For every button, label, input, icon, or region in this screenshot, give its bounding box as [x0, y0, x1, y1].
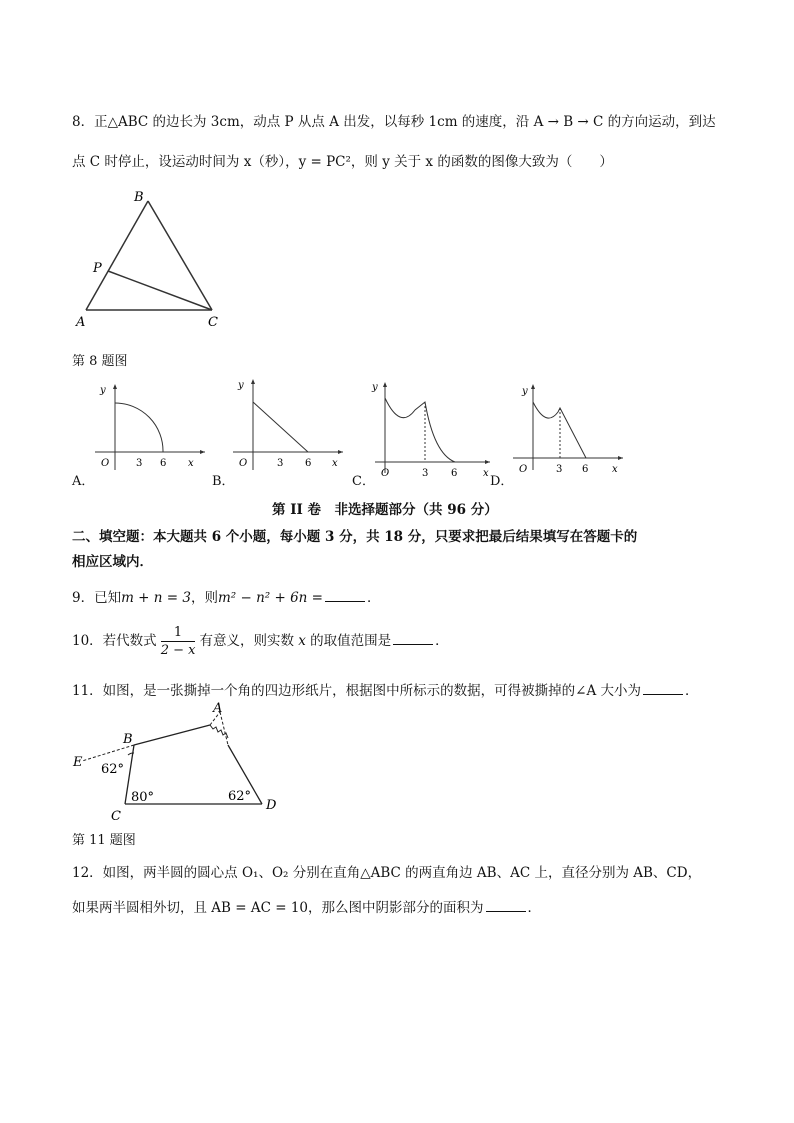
opt-d-t1: 3	[556, 464, 563, 475]
q11-angle-C: 80°	[131, 790, 155, 805]
q10-suffix-a: 有意义，则实数	[199, 633, 294, 649]
opt-a-y: y	[100, 385, 106, 396]
q8-option-a-graph	[90, 380, 210, 475]
q10-den: 2 − x	[160, 643, 196, 658]
opt-c-y: y	[372, 382, 378, 393]
q10-prefix: 10．若代数式	[72, 633, 157, 649]
q11-quadrilateral-figure	[70, 700, 290, 825]
q8-option-c-graph	[370, 378, 495, 478]
opt-d-t2: 6	[582, 464, 589, 475]
label-P: P	[93, 261, 102, 276]
q9-suffix: ．	[366, 590, 381, 606]
q11-label-D: D	[266, 798, 277, 813]
label-C: C	[208, 315, 218, 330]
q9	[72, 586, 380, 606]
opt-a-x: x	[188, 458, 194, 469]
q10-fraction	[161, 624, 196, 659]
opt-b-y: y	[238, 380, 244, 391]
q8-option-b-graph	[228, 375, 348, 475]
option-b-label: B．	[212, 474, 235, 489]
label-A: A	[76, 315, 86, 330]
opt-d-y: y	[522, 386, 528, 397]
triangle-abc	[86, 201, 212, 310]
q11-angle-B: 62°	[101, 762, 125, 777]
option-d-label: D．	[490, 474, 514, 489]
q8-option-d-graph	[508, 380, 628, 475]
q11-label-C: C	[111, 809, 121, 824]
opt-a-t2: 6	[160, 458, 167, 469]
q11-text: 11．如图，是一张撕掉一个角的四边形纸片，根据图中所标示的数据，可得被撕掉的∠A 大小为	[72, 683, 642, 699]
q12-answer-blank[interactable]	[486, 899, 526, 912]
q8-line2: 点 C 时停止，设运动时间为 x（秒），y = PC²，则 y 关于 x 的函数的图像大致为（ ）	[72, 154, 613, 170]
q10-answer-blank[interactable]	[393, 632, 433, 645]
section-intro-line2: 相应区域内．	[72, 554, 153, 570]
q9-answer-blank[interactable]	[325, 589, 365, 602]
opt-b-x: x	[332, 458, 338, 469]
q12-line2-wrap	[72, 896, 541, 916]
q8-figure-caption: 第 8 题图	[72, 354, 128, 369]
q9-mid: ，则	[190, 590, 218, 606]
opt-b-t1: 3	[277, 458, 284, 469]
q10-end: ．	[435, 633, 449, 649]
label-B: B	[134, 190, 144, 205]
opt-c-x: x	[483, 468, 489, 478]
q12-line1: 12．如图，两半圆的圆心点 O₁、O₂ 分别在直角△ABC 的两直角边 AB、AC 上，直径分别为 AB、CD，	[72, 865, 702, 881]
q11-label-A: A	[213, 701, 223, 716]
q11-label-B: B	[123, 732, 133, 747]
opt-d-x: x	[612, 464, 618, 475]
section-intro-line1: 二、填空题：本大题共 6 个小题，每小题 3 分，共 18 分，只要求把最后结果填写在答题卡的	[72, 529, 638, 545]
q10-suffix-b: 的取值范围是	[310, 633, 392, 649]
q10-var: x	[298, 633, 306, 649]
q11-end: ．	[685, 683, 699, 699]
q9-prefix: 9．已知	[72, 590, 122, 606]
opt-d-o: O	[519, 464, 528, 475]
q11-answer-blank[interactable]	[643, 682, 683, 695]
opt-a-t1: 3	[136, 458, 143, 469]
opt-b-t2: 6	[305, 458, 312, 469]
opt-a-o: O	[101, 458, 110, 469]
opt-c-o: O	[381, 468, 390, 478]
option-c-label: C．	[352, 474, 375, 489]
q11-figure-caption: 第 11 题图	[72, 833, 136, 848]
q12-line2: 如果两半圆相外切，且 AB = AC = 10，那么图中阴影部分的面积为	[72, 900, 484, 916]
section-heading: 第 II 卷 非选择题部分（共 96 分）	[272, 502, 498, 518]
q11-angle-D: 62°	[228, 789, 252, 804]
q12-end: ．	[527, 900, 542, 916]
q10	[72, 624, 449, 659]
q10-num: 1	[161, 624, 196, 642]
opt-c-t2: 6	[451, 468, 458, 478]
option-a-label: A．	[72, 474, 95, 489]
q9-expr: m² − n² + 6n =	[217, 590, 323, 606]
q11	[72, 679, 699, 699]
q11-label-E: E	[73, 755, 83, 770]
q8-line1: 8．正△ABC 的边长为 3cm，动点 P 从点 A 出发，以每秒 1cm 的速度，沿 A → B → C 的方向运动，到达	[72, 114, 716, 130]
opt-c-t1: 3	[422, 468, 429, 478]
q8-triangle-figure	[72, 186, 242, 336]
q9-condition: m + n = 3	[121, 590, 191, 606]
opt-b-o: O	[239, 458, 248, 469]
